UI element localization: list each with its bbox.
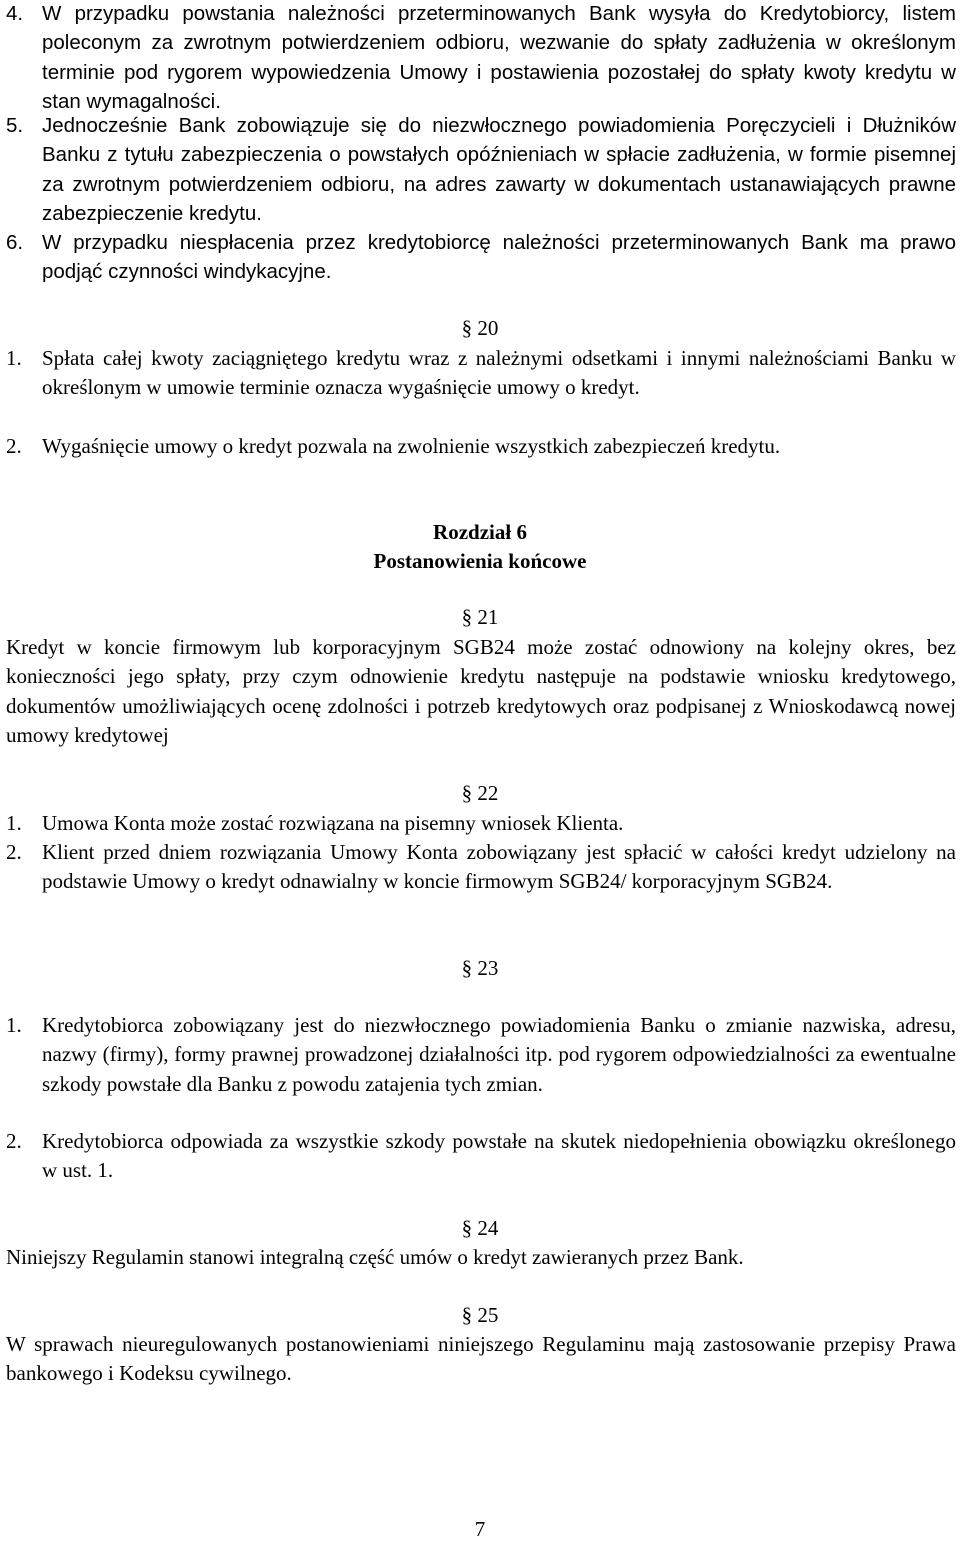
section-sign-23: § 23 [461, 956, 499, 980]
paragraph: W sprawach nieuregulowanych postanowieniami niniejszego Regulaminu mają zastosowanie przepisy Prawa bankowego i Kodeksu cywilnego. [6, 1332, 956, 1386]
item-text: Jednocześnie Bank zobowiązuje się do niezwłocznego powiadomienia Poręczycieli i Dłużników Banku z tytułu zabezpieczenia o powstałych opóźnieniach w spłacie zadłużenia, w formie pisemnej za zwrotnym potwierdzeniem odbioru, na adres zawarty w dokumentach ustanawiających prawne zabezpieczenie kredytu. [42, 114, 956, 226]
item-number: 2. [6, 1129, 22, 1153]
list-item [6, 228, 956, 287]
item-number: 1. [6, 811, 22, 835]
item-text: Kredytobiorca zobowiązany jest do niezwłocznego powiadomienia Banku o zmianie nazwiska, adresu, nazwy (firmy), formy prawnej prowadzonej działalności itp. pod rygorem odpowiedzialności za ewentualne szkody powstałe dla Banku z powodu zatajenia tych zmian. [42, 1013, 956, 1096]
list-item [6, 344, 956, 403]
list-item [6, 1127, 956, 1186]
item-text: Kredytobiorca odpowiada za wszystkie szkody powstałe na skutek niedopełnienia obowiązku określonego w ust. 1. [42, 1129, 956, 1183]
list-item [6, 809, 956, 838]
paragraph: Niniejszy Regulamin stanowi integralną część umów o kredyt zawieranych przez Bank. [6, 1245, 744, 1269]
section-sign-20: § 20 [461, 316, 499, 340]
item-text: Umowa Konta może zostać rozwiązana na pisemny wniosek Klienta. [42, 811, 624, 835]
item-number: 1. [6, 346, 22, 370]
item-number: 6. [6, 231, 24, 254]
item-number: 1. [6, 1013, 22, 1037]
list-item [6, 1011, 956, 1099]
item-text: Spłata całej kwoty zaciągniętego kredytu wraz z należnymi odsetkami i innymi należnościami Banku w określonym w umowie terminie oznacza wygaśnięcie umowy o kredyt. [42, 346, 956, 400]
section-sign-25: § 25 [461, 1303, 499, 1327]
section-sign-22: § 22 [461, 781, 499, 805]
paragraph: Kredyt w koncie firmowym lub korporacyjnym SGB24 może zostać odnowiony na kolejny okres, bez konieczności jego spłaty, przy czym odnowienie kredytu następuje na podstawie wniosku kredytowego, dokumentów umożliwiających ocenę zdolności i potrzeb kredytowych oraz podpisanej z Wnioskodawcą nowej umowy kredytowej [6, 635, 956, 748]
section-sign-21: § 21 [461, 605, 499, 629]
item-text: W przypadku powstania należności przeterminowanych Bank wysyła do Kredytobiorcy, listem poleconym za zwrotnym potwierdzeniem odbioru, wezwanie do spłaty zadłużenia w określonym terminie pod rygorem wypowiedzenia Umowy i postawienia pozostałej do spłaty kwoty kredytu w stan wymagalności. [42, 2, 956, 114]
item-number: 2. [6, 840, 22, 864]
page-number: 7 [474, 1517, 486, 1541]
list-item [6, 432, 956, 461]
section-sign-24: § 24 [461, 1216, 499, 1240]
chapter-title: Postanowienia końcowe [373, 549, 587, 573]
item-number: 2. [6, 434, 22, 458]
item-text: Klient przed dniem rozwiązania Umowy Konta zobowiązany jest spłacić w całości kredyt udzielony na podstawie Umowy o kredyt odnawialny w koncie firmowym SGB24/ korporacyjnym SGB24. [42, 840, 956, 894]
list-item [6, 111, 956, 229]
item-text: W przypadku niespłacenia przez kredytobiorcę należności przeterminowanych Bank ma prawo podjąć czynności windykacyjne. [42, 231, 956, 284]
item-number: 4. [6, 2, 24, 25]
list-item [6, 0, 956, 117]
item-number: 5. [6, 114, 24, 137]
item-text: Wygaśnięcie umowy o kredyt pozwala na zwolnienie wszystkich zabezpieczeń kredytu. [42, 434, 781, 458]
list-item [6, 838, 956, 897]
chapter-number: Rozdział 6 [433, 520, 527, 544]
